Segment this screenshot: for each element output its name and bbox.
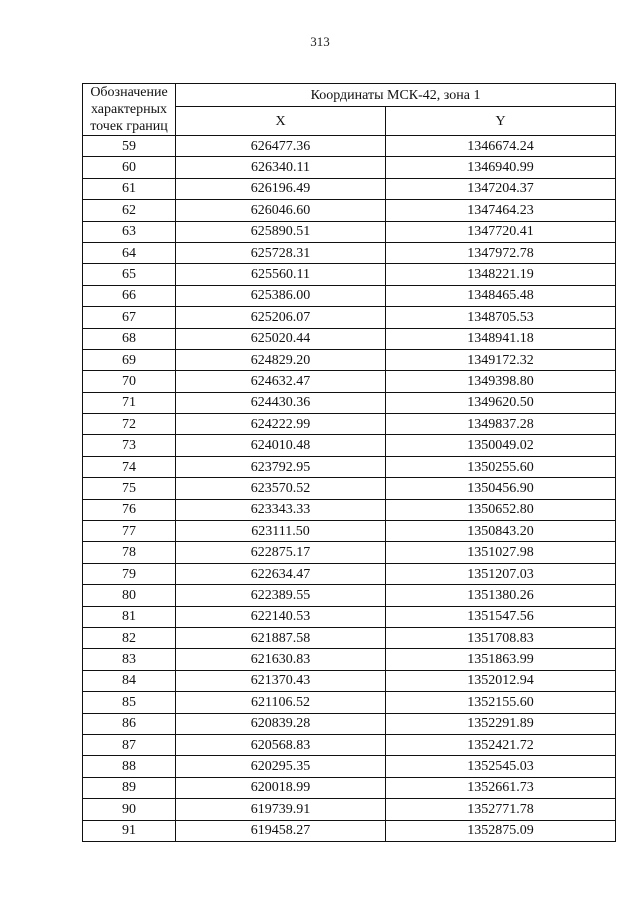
x-coordinate-cell: 623792.95 (176, 456, 386, 477)
x-coordinate-cell: 621887.58 (176, 627, 386, 648)
point-id-cell: 66 (83, 285, 176, 306)
table-row (83, 692, 616, 713)
point-id-cell: 81 (83, 606, 176, 627)
point-id-cell: 72 (83, 414, 176, 435)
point-id-cell: 89 (83, 777, 176, 798)
y-coordinate-cell: 1349398.80 (386, 371, 616, 392)
table-row (83, 349, 616, 370)
table-row (83, 371, 616, 392)
x-coordinate-cell: 624829.20 (176, 349, 386, 370)
coordinate-system-header: Координаты МСК-42, зона 1 (176, 84, 616, 107)
table-row (83, 200, 616, 221)
point-id-cell: 87 (83, 734, 176, 755)
table-row (83, 713, 616, 734)
y-coordinate-cell: 1351027.98 (386, 542, 616, 563)
x-coordinate-cell: 624010.48 (176, 435, 386, 456)
x-coordinate-cell: 625206.07 (176, 307, 386, 328)
point-id-cell: 90 (83, 799, 176, 820)
point-id-cell: 71 (83, 392, 176, 413)
page-number: 313 (310, 34, 330, 49)
table-row (83, 264, 616, 285)
y-coordinate-cell: 1352012.94 (386, 670, 616, 691)
y-coordinate-cell: 1351708.83 (386, 627, 616, 648)
x-coordinate-cell: 625560.11 (176, 264, 386, 285)
point-id-cell: 75 (83, 478, 176, 499)
coordinates-table (82, 83, 616, 842)
y-coordinate-cell: 1347972.78 (386, 242, 616, 263)
x-coordinate-cell: 625386.00 (176, 285, 386, 306)
x-coordinate-cell: 623111.50 (176, 521, 386, 542)
table-row (83, 242, 616, 263)
x-coordinate-cell: 621630.83 (176, 649, 386, 670)
point-id-cell: 73 (83, 435, 176, 456)
point-id-cell: 65 (83, 264, 176, 285)
table-row (83, 478, 616, 499)
x-coordinate-cell: 622875.17 (176, 542, 386, 563)
x-coordinate-cell: 624632.47 (176, 371, 386, 392)
y-coordinate-cell: 1349620.50 (386, 392, 616, 413)
x-coordinate-cell: 622140.53 (176, 606, 386, 627)
point-id-cell: 78 (83, 542, 176, 563)
point-id-cell: 74 (83, 456, 176, 477)
y-coordinate-cell: 1352875.09 (386, 820, 616, 841)
point-id-cell: 91 (83, 820, 176, 841)
x-coordinate-cell: 624222.99 (176, 414, 386, 435)
table-row (83, 435, 616, 456)
table-row (83, 734, 616, 755)
table-row (83, 542, 616, 563)
x-coordinate-cell: 624430.36 (176, 392, 386, 413)
x-coordinate-cell: 619458.27 (176, 820, 386, 841)
y-coordinate-cell: 1346674.24 (386, 136, 616, 157)
y-coordinate-cell: 1351863.99 (386, 649, 616, 670)
y-coordinate-cell: 1352771.78 (386, 799, 616, 820)
y-coordinate-cell: 1352545.03 (386, 756, 616, 777)
table-row (83, 670, 616, 691)
y-coordinate-cell: 1349837.28 (386, 414, 616, 435)
point-id-cell: 61 (83, 178, 176, 199)
point-id-cell: 68 (83, 328, 176, 349)
x-coordinate-cell: 620295.35 (176, 756, 386, 777)
point-id-cell: 79 (83, 563, 176, 584)
table-row (83, 585, 616, 606)
table-row (83, 392, 616, 413)
point-id-cell: 64 (83, 242, 176, 263)
x-column-header: X (176, 107, 386, 136)
y-coordinate-cell: 1350843.20 (386, 521, 616, 542)
table-row (83, 285, 616, 306)
y-coordinate-cell: 1349172.32 (386, 349, 616, 370)
table-row (83, 799, 616, 820)
y-column-header: Y (386, 107, 616, 136)
table-row (83, 820, 616, 841)
y-coordinate-cell: 1351380.26 (386, 585, 616, 606)
point-id-cell: 76 (83, 499, 176, 520)
point-id-cell: 69 (83, 349, 176, 370)
point-header-line-2: характерных (90, 102, 168, 117)
table-row (83, 777, 616, 798)
point-id-cell: 88 (83, 756, 176, 777)
point-id-cell: 59 (83, 136, 176, 157)
point-id-cell: 70 (83, 371, 176, 392)
point-id-cell: 67 (83, 307, 176, 328)
y-coordinate-cell: 1350652.80 (386, 499, 616, 520)
point-id-cell: 86 (83, 713, 176, 734)
point-id-cell: 77 (83, 521, 176, 542)
y-coordinate-cell: 1352421.72 (386, 734, 616, 755)
x-coordinate-cell: 626196.49 (176, 178, 386, 199)
x-coordinate-cell: 619739.91 (176, 799, 386, 820)
x-coordinate-cell: 626046.60 (176, 200, 386, 221)
x-coordinate-cell: 625890.51 (176, 221, 386, 242)
x-coordinate-cell: 626340.11 (176, 157, 386, 178)
table-row (83, 307, 616, 328)
y-coordinate-cell: 1352661.73 (386, 777, 616, 798)
y-coordinate-cell: 1350255.60 (386, 456, 616, 477)
y-coordinate-cell: 1348465.48 (386, 285, 616, 306)
point-id-cell: 62 (83, 200, 176, 221)
table-row (83, 157, 616, 178)
point-id-cell: 83 (83, 649, 176, 670)
y-coordinate-cell: 1348221.19 (386, 264, 616, 285)
y-coordinate-cell: 1347204.37 (386, 178, 616, 199)
y-coordinate-cell: 1348941.18 (386, 328, 616, 349)
table-row (83, 221, 616, 242)
table-row (83, 499, 616, 520)
point-id-cell: 85 (83, 692, 176, 713)
point-header-line-1: Обозначение (90, 85, 168, 100)
y-coordinate-cell: 1347464.23 (386, 200, 616, 221)
table-body (83, 136, 616, 842)
table-row (83, 456, 616, 477)
x-coordinate-cell: 621370.43 (176, 670, 386, 691)
y-coordinate-cell: 1350049.02 (386, 435, 616, 456)
y-coordinate-cell: 1348705.53 (386, 307, 616, 328)
x-coordinate-cell: 625728.31 (176, 242, 386, 263)
x-coordinate-cell: 623343.33 (176, 499, 386, 520)
y-coordinate-cell: 1352291.89 (386, 713, 616, 734)
table-row (83, 649, 616, 670)
table-row (83, 606, 616, 627)
x-coordinate-cell: 620568.83 (176, 734, 386, 755)
table-row (83, 178, 616, 199)
table-row (83, 328, 616, 349)
point-id-cell: 63 (83, 221, 176, 242)
table-row (83, 414, 616, 435)
x-coordinate-cell: 625020.44 (176, 328, 386, 349)
point-id-cell: 82 (83, 627, 176, 648)
point-header-line-3: точек границ (90, 119, 168, 134)
y-coordinate-cell: 1351547.56 (386, 606, 616, 627)
table-header (83, 84, 616, 136)
table-row (83, 521, 616, 542)
y-coordinate-cell: 1350456.90 (386, 478, 616, 499)
x-coordinate-cell: 620839.28 (176, 713, 386, 734)
point-id-cell: 80 (83, 585, 176, 606)
y-coordinate-cell: 1351207.03 (386, 563, 616, 584)
table-row (83, 756, 616, 777)
table-row (83, 563, 616, 584)
y-coordinate-cell: 1352155.60 (386, 692, 616, 713)
point-id-cell: 84 (83, 670, 176, 691)
x-coordinate-cell: 622389.55 (176, 585, 386, 606)
table-row (83, 627, 616, 648)
x-coordinate-cell: 623570.52 (176, 478, 386, 499)
table-row (83, 136, 616, 157)
x-coordinate-cell: 620018.99 (176, 777, 386, 798)
point-designation-header (83, 84, 176, 136)
x-coordinate-cell: 622634.47 (176, 563, 386, 584)
y-coordinate-cell: 1346940.99 (386, 157, 616, 178)
x-coordinate-cell: 626477.36 (176, 136, 386, 157)
point-id-cell: 60 (83, 157, 176, 178)
x-coordinate-cell: 621106.52 (176, 692, 386, 713)
y-coordinate-cell: 1347720.41 (386, 221, 616, 242)
